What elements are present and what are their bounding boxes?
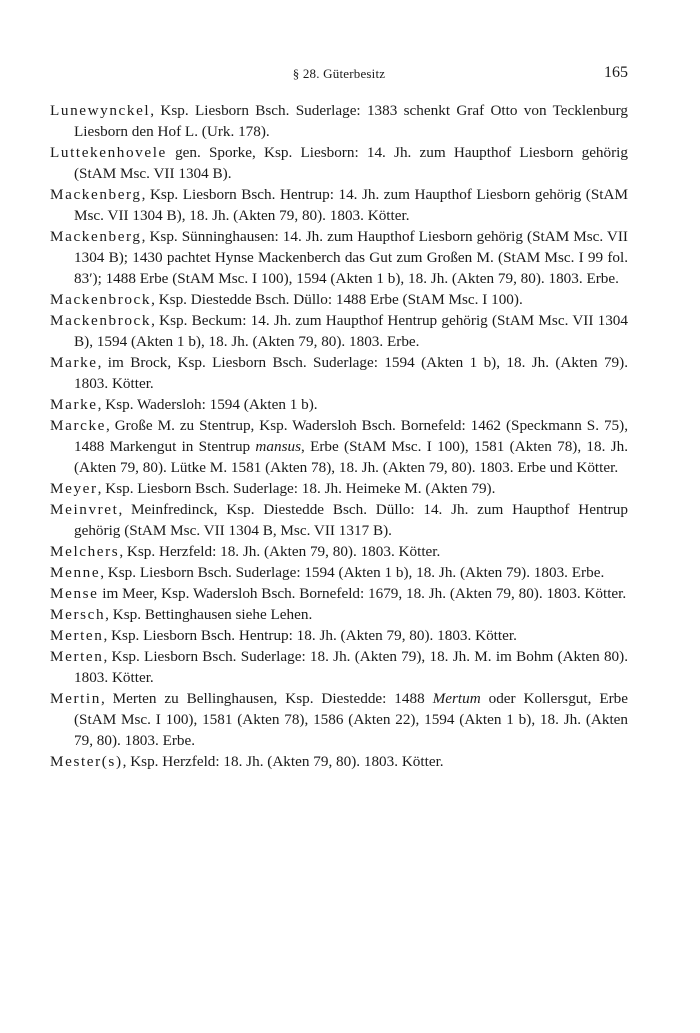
entry-text: im Meer, Ksp. Wadersloh Bsch. Bornefeld: 1679, 18. Jh. (Akten 79, 80). 1803. Kötter. (98, 585, 627, 602)
entry-text: , Große M. zu Stentrup, Ksp. Wadersloh Bsch. Bornefeld: 1462 (Speckmann S. 75), 1488 Markengut in Stentrup (74, 417, 628, 455)
running-head: § 28. Güterbesitz (292, 66, 386, 81)
entry-headword: Marke (50, 354, 98, 371)
entry-headword: Merten (50, 627, 104, 644)
entry-text: gen. Sporke, Ksp. Liesborn: 14. Jh. zum Haupthof Liesborn gehörig (StAM Msc. VII 1304 B). (74, 144, 628, 182)
entry-text: , im Brock, Ksp. Liesborn Bsch. Suderlage: 1594 (Akten 1 b), 18. Jh. (Akten 79). 1803. Kötter. (74, 354, 628, 392)
entry-headword: Lunewynckel (50, 102, 151, 119)
entry-text: , Ksp. Sünninghausen: 14. Jh. zum Haupthof Liesborn gehörig (StAM Msc. VII 1304 B); 1430 pachtet Hynse Mackenberch das Gut zum Großen M. (StAM Msc. I 99 fol. 83′); 1488 Erbe (StAM Msc. I 100), 1594 (Akten 1 b), 18. Jh. (Akten 79, 80). 1803. Erbe. (74, 228, 628, 287)
list-item (50, 625, 628, 646)
entry-text: , Ksp. Liesborn Bsch. Hentrup: 18. Jh. (Akten 79, 80). 1803. Kötter. (103, 627, 517, 644)
list-item (50, 394, 628, 415)
entry-headword: Luttekenhovele (50, 144, 167, 161)
page-header (50, 64, 628, 86)
entry-italic-term: Mertum (432, 690, 481, 707)
entry-text: , Ksp. Bettinghausen siehe Lehen. (105, 606, 313, 623)
list-item (50, 499, 628, 541)
entry-italic-term: mansus (255, 438, 301, 455)
list-item (50, 310, 628, 352)
list-item (50, 688, 628, 751)
entry-headword: Mackenbrock (50, 291, 152, 308)
entry-text: , Ksp. Wadersloh: 1594 (Akten 1 b). (97, 396, 318, 413)
entry-text: , Ksp. Beckum: 14. Jh. zum Haupthof Hentrup gehörig (StAM Msc. VII 1304 B), 1594 (Akten 1 b), 18. Jh. (Akten 79, 80). 1803. Erbe. (74, 312, 628, 350)
entry-headword: Marke (50, 396, 98, 413)
list-item (50, 226, 628, 289)
page-number: 165 (604, 64, 628, 81)
entry-text-cont: oder Kollersgut, Erbe (StAM Msc. I 100), 1581 (Akten 78), 1586 (Akten 22), 1594 (Akten 1 b), 18. Jh. (Akten 79, 80). 1803. Erbe. (74, 690, 628, 749)
list-item (50, 289, 628, 310)
list-item (50, 604, 628, 625)
list-item (50, 352, 628, 394)
entry-text: , Ksp. Diestedde Bsch. Düllo: 1488 Erbe (StAM Msc. I 100). (151, 291, 523, 308)
list-item (50, 415, 628, 478)
entry-headword: Menne (50, 564, 101, 581)
list-item (50, 562, 628, 583)
list-item (50, 100, 628, 142)
entry-text: , Ksp. Liesborn Bsch. Suderlage: 18. Jh. Heimeke M. (Akten 79). (97, 480, 496, 497)
entry-headword: Merten (50, 648, 104, 665)
entry-text: , Ksp. Liesborn Bsch. Suderlage: 1594 (Akten 1 b), 18. Jh. (Akten 79). 1803. Erbe. (100, 564, 605, 581)
entry-text: , Merten zu Bellinghausen, Ksp. Diestedde: 1488 (100, 690, 433, 707)
list-item (50, 751, 628, 772)
entry-headword: Melchers (50, 543, 120, 560)
list-item (50, 646, 628, 688)
list-item (50, 583, 628, 604)
list-item (50, 142, 628, 184)
entry-text: , Ksp. Liesborn Bsch. Suderlage: 1383 schenkt Graf Otto von Tecklenburg Liesborn den Hof L. (Urk. 178). (74, 102, 628, 140)
entry-headword: Mackenberg (50, 186, 142, 203)
entry-headword: Mertin (50, 690, 101, 707)
entry-text: , Ksp. Herzfeld: 18. Jh. (Akten 79, 80). 1803. Kötter. (119, 543, 441, 560)
list-item (50, 184, 628, 226)
entry-headword: Marcke (50, 417, 106, 434)
entry-headword: Meinvret (50, 501, 119, 518)
entry-text: , Meinfredinck, Ksp. Diestedde Bsch. Düllo: 14. Jh. zum Haupthof Hentrup gehörig (StAM Msc. VII 1304 B, Msc. VII 1317 B). (74, 501, 628, 539)
entry-headword: Mersch (50, 606, 106, 623)
list-item (50, 478, 628, 499)
entry-text-cont: , Erbe (StAM Msc. I 100), 1581 (Akten 78), 18. Jh. (Akten 79, 80). Lütke M. 1581 (Akten 78), 18. Jh. (Akten 79, 80). 1803. Erbe und Kötter. (74, 438, 628, 476)
entry-headword: Mackenbrock (50, 312, 152, 329)
entry-headword: Mester(s) (50, 753, 123, 770)
entry-headword: Meyer (50, 480, 98, 497)
entry-list (50, 100, 628, 772)
entry-text: , Ksp. Liesborn Bsch. Hentrup: 14. Jh. zum Haupthof Liesborn gehörig (StAM Msc. VII 1304 B), 18. Jh. (Akten 79, 80). 1803. Kötter. (74, 186, 628, 224)
entry-headword: Mackenberg (50, 228, 142, 245)
entry-text: , Ksp. Herzfeld: 18. Jh. (Akten 79, 80). 1803. Kötter. (122, 753, 444, 770)
list-item (50, 541, 628, 562)
entry-text: , Ksp. Liesborn Bsch. Suderlage: 18. Jh. (Akten 79), 18. Jh. M. im Bohm (Akten 80). 1803. Kötter. (74, 648, 628, 686)
entry-headword: Mense (50, 585, 99, 602)
